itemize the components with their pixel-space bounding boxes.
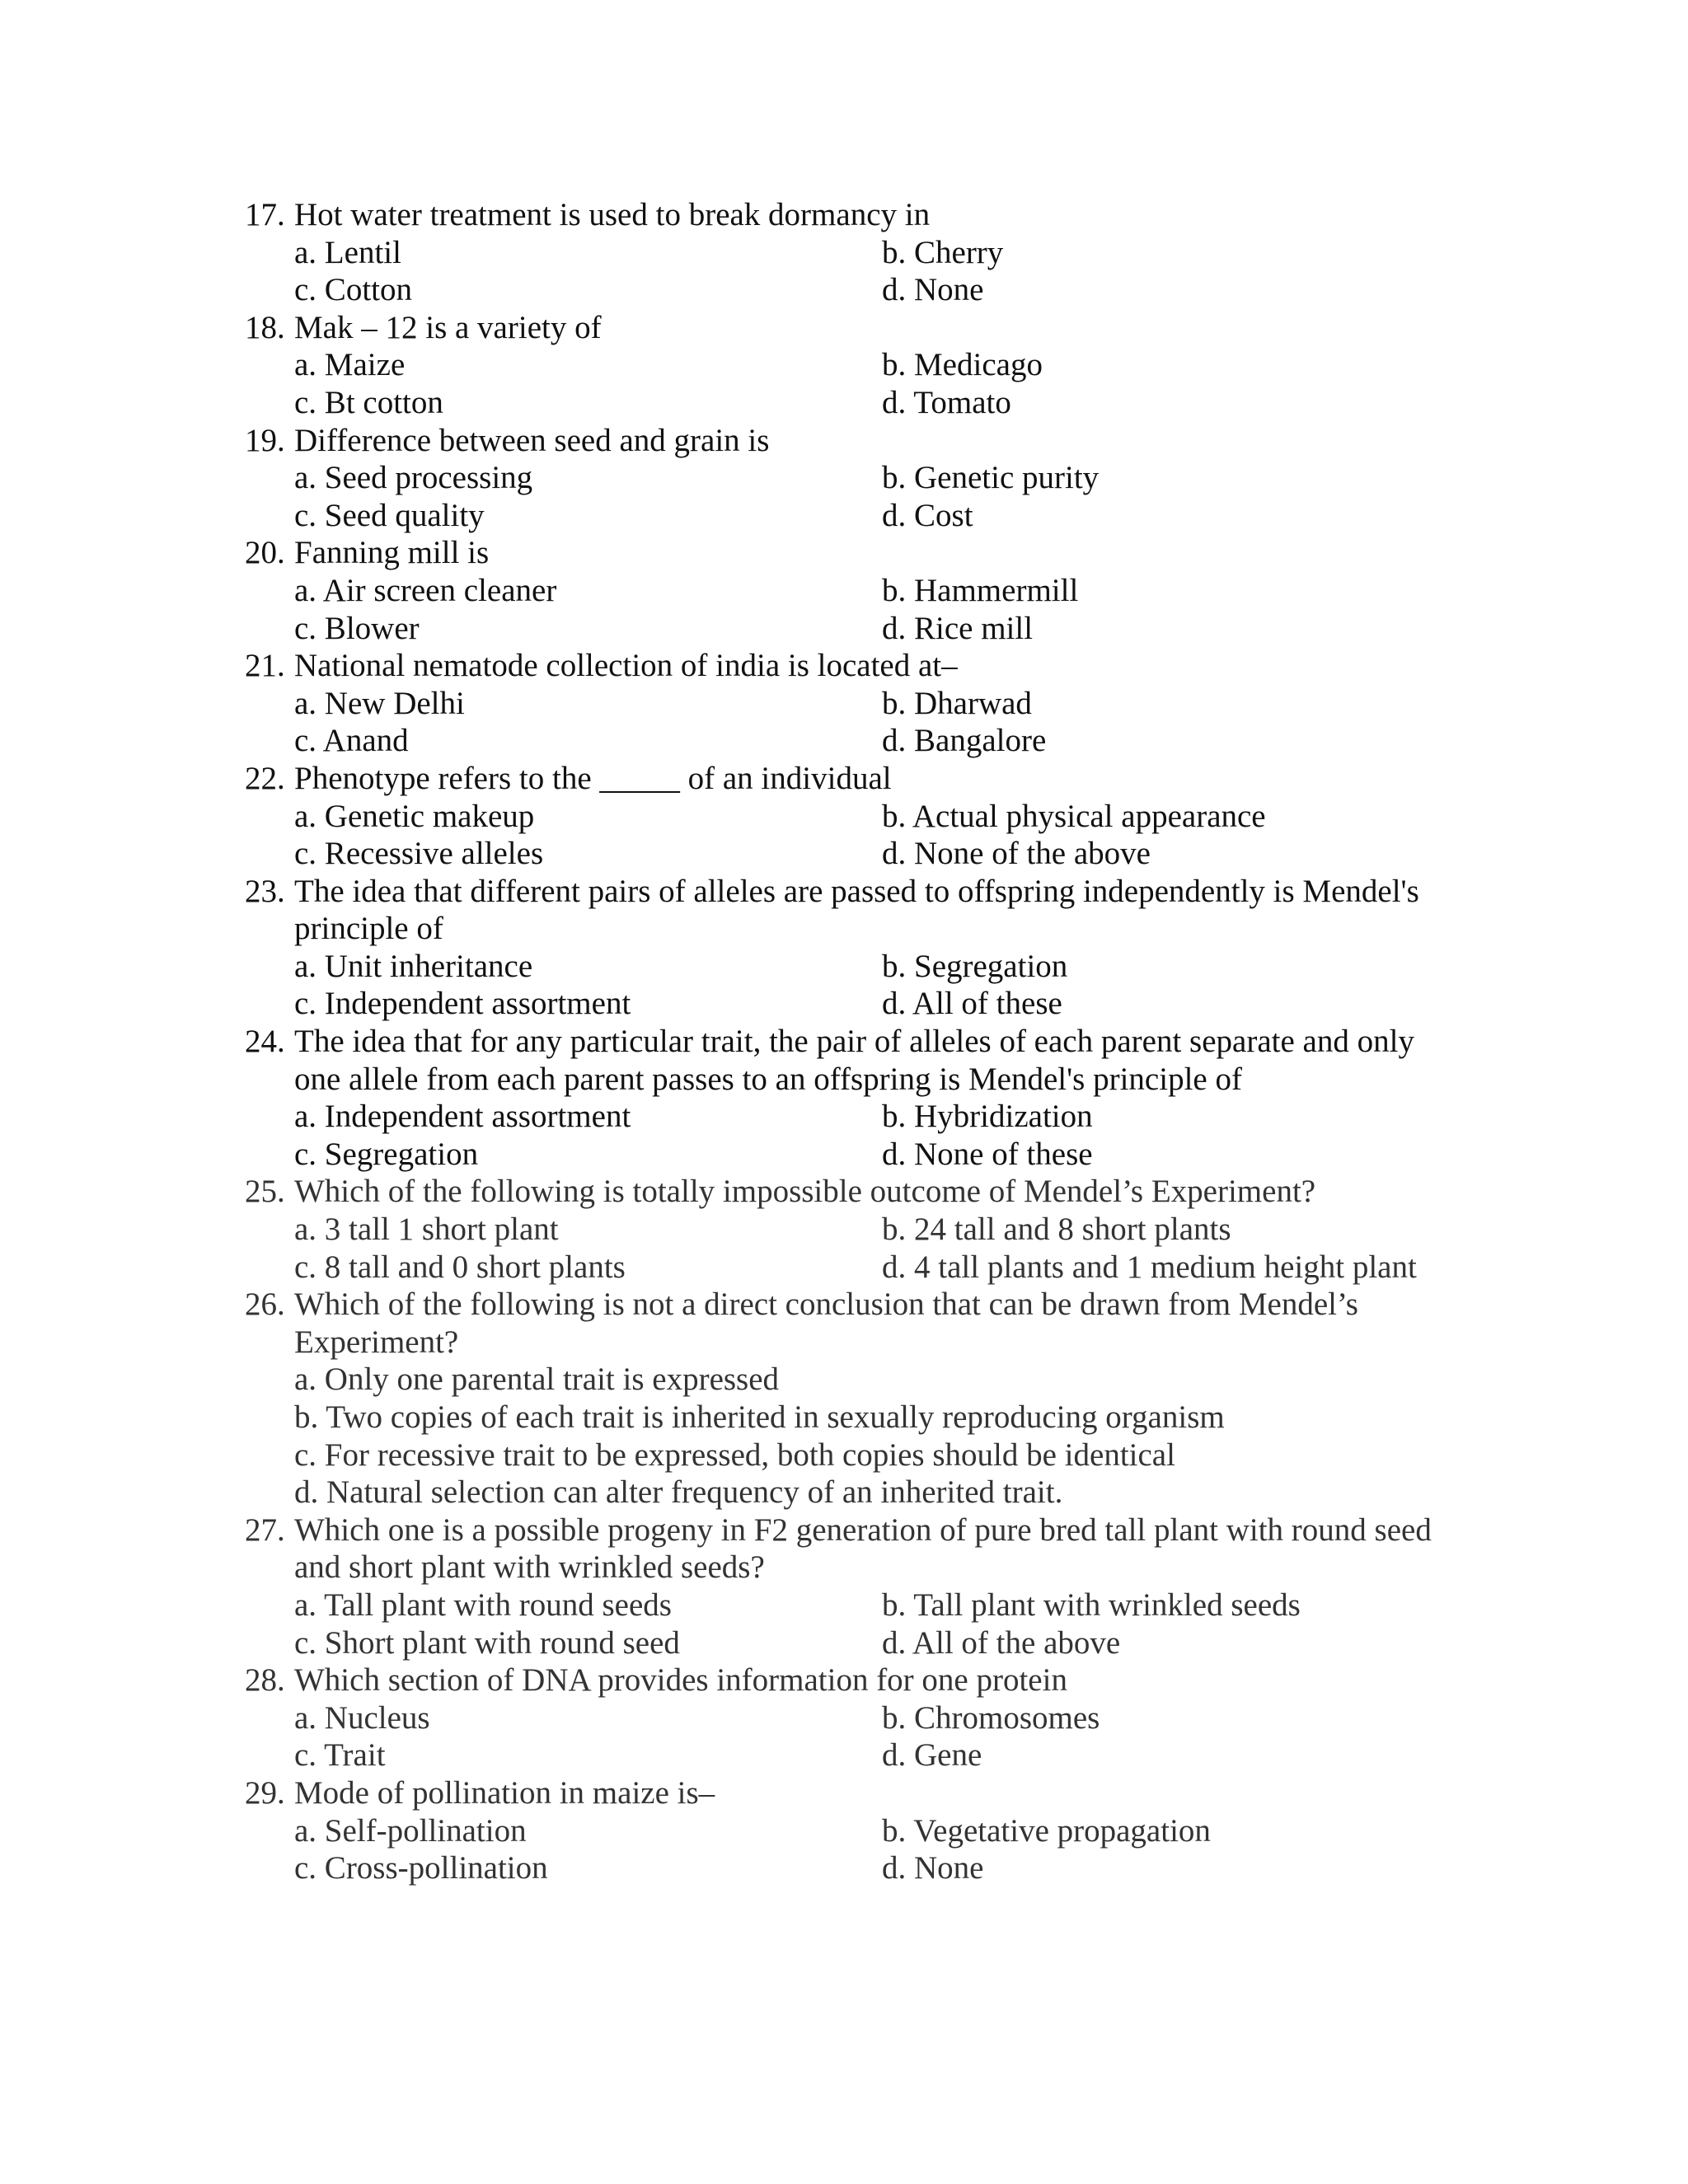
question-text: Mak – 12 is a variety of [294,309,602,345]
option-row [0,798,1688,836]
question-text: one allele from each parent passes to an offspring is Mendel's principle of [294,1061,1242,1097]
question-stem-line [0,1061,1688,1099]
question-18 [0,309,1688,422]
answer-option: b. 24 tall and 8 short plants [882,1212,1231,1248]
question-28 [0,1661,1688,1774]
answer-option: c. Short plant with round seed [294,1624,680,1661]
option-row [0,1849,1688,1887]
answer-option: d. None of the above [882,836,1151,872]
answer-option: a. Self-pollination [294,1812,527,1849]
option-row [0,1098,1688,1136]
question-text: Phenotype refers to the _____ of an individual [294,760,892,796]
answer-option: c. Cotton [294,272,412,308]
question-text: National nematode collection of india is located at– [294,648,958,684]
question-list [0,196,1688,1887]
question-21 [0,647,1688,760]
answer-option: b. Medicago [882,347,1043,383]
option-row [0,1436,1688,1474]
answer-option: c. Blower [294,610,420,646]
answer-option: b. Two copies of each trait is inherited in sexually reproducing organism [294,1399,1225,1435]
question-number: 22. [245,760,285,796]
answer-option: b. Chromosomes [882,1699,1100,1736]
option-row [0,1699,1688,1737]
option-row [0,685,1688,723]
answer-option: b. Hammermill [882,572,1079,608]
option-row [0,1624,1688,1662]
question-number: 19. [245,422,285,458]
answer-option: a. 3 tall 1 short plant [294,1212,559,1248]
question-number: 23. [245,873,285,909]
question-number: 26. [245,1286,285,1323]
answer-option: c. Anand [294,723,409,759]
question-stem-line [0,309,1688,347]
question-17 [0,196,1688,309]
question-stem-line [0,196,1688,234]
option-row [0,1211,1688,1249]
option-row [0,1399,1688,1436]
option-row [0,610,1688,648]
answer-option: b. Hybridization [882,1099,1093,1135]
question-stem-line [0,422,1688,460]
question-27 [0,1511,1688,1661]
question-text: Mode of pollination in maize is– [294,1774,715,1811]
answer-option: d. Cost [882,497,973,533]
question-number: 28. [245,1662,285,1699]
question-stem-line [0,647,1688,685]
answer-option: c. Recessive alleles [294,836,544,872]
answer-option: a. Independent assortment [294,1099,631,1135]
option-row [0,1736,1688,1774]
option-row [0,835,1688,873]
answer-option: d. Natural selection can alter frequency of an inherited trait. [294,1474,1063,1511]
question-stem-line [0,910,1688,948]
question-19 [0,422,1688,535]
answer-option: a. Lentil [294,234,401,270]
question-stem-line [0,873,1688,911]
question-text: Which section of DNA provides information for one protein [294,1662,1067,1699]
question-25 [0,1173,1688,1286]
question-text: Experiment? [294,1324,459,1360]
question-20 [0,534,1688,647]
option-row [0,1474,1688,1511]
question-text: and short plant with wrinkled seeds? [294,1549,765,1586]
answer-option: a. Seed processing [294,460,533,496]
question-text: Hot water treatment is used to break dormancy in [294,197,931,232]
answer-option: c. Segregation [294,1136,479,1172]
question-23 [0,873,1688,1023]
question-text: Which of the following is totally impossible outcome of Mendel’s Experiment? [294,1174,1316,1210]
answer-option: a. Genetic makeup [294,798,535,834]
question-number: 21. [245,648,285,684]
question-stem-line [0,1023,1688,1061]
question-stem-line [0,534,1688,572]
question-text: The idea that different pairs of alleles are passed to offspring independently is Mendel's [294,873,1419,909]
answer-option: b. Segregation [882,948,1068,984]
answer-option: c. Bt cotton [294,384,443,420]
question-stem-line [0,1511,1688,1549]
option-row [0,572,1688,610]
answer-option: d. All of these [882,986,1062,1022]
answer-option: b. Vegetative propagation [882,1812,1211,1849]
answer-option: d. None [882,272,984,308]
question-number: 17. [245,197,285,232]
option-row [0,384,1688,422]
question-number: 20. [245,535,285,571]
answer-option: c. For recessive trait to be expressed, both copies should be identical [294,1436,1175,1473]
option-row [0,1361,1688,1399]
answer-option: a. New Delhi [294,685,465,721]
question-22 [0,760,1688,873]
question-number: 18. [245,309,285,345]
answer-option: a. Only one parental trait is expressed [294,1361,780,1398]
question-text: Which one is a possible progeny in F2 generation of pure bred tall plant with round seed [294,1511,1432,1548]
answer-option: d. Rice mill [882,610,1034,646]
answer-option: d. All of the above [882,1624,1121,1661]
option-row [0,948,1688,986]
question-stem-line [0,1549,1688,1586]
option-row [0,234,1688,272]
answer-option: d. Tomato [882,384,1011,420]
answer-option: d. Gene [882,1737,982,1774]
option-row [0,346,1688,384]
question-24 [0,1023,1688,1173]
option-row [0,985,1688,1023]
answer-option: c. Seed quality [294,497,485,533]
answer-option: c. Independent assortment [294,986,631,1022]
question-text: principle of [294,911,443,947]
answer-option: c. 8 tall and 0 short plants [294,1249,626,1285]
question-29 [0,1774,1688,1887]
question-stem-line [0,1661,1688,1699]
question-stem-line [0,1774,1688,1812]
answer-option: a. Tall plant with round seeds [294,1586,672,1623]
option-row [0,497,1688,535]
option-row [0,271,1688,309]
answer-option: a. Air screen cleaner [294,572,557,608]
answer-option: d. 4 tall plants and 1 medium height plant [882,1249,1417,1285]
answer-option: b. Actual physical appearance [882,798,1266,834]
answer-option: d. None of these [882,1136,1093,1172]
option-row [0,1136,1688,1174]
question-text: Fanning mill is [294,535,490,571]
question-text: Difference between seed and grain is [294,422,770,458]
question-stem-line [0,1286,1688,1324]
answer-option: c. Cross-pollination [294,1850,548,1886]
answer-option: b. Tall plant with wrinkled seeds [882,1586,1301,1623]
question-text: The idea that for any particular trait, the pair of alleles of each parent separate and only [294,1024,1414,1060]
answer-option: b. Genetic purity [882,460,1100,496]
answer-option: b. Dharwad [882,685,1032,721]
question-stem-line [0,760,1688,798]
answer-option: b. Cherry [882,234,1004,270]
answer-option: d. None [882,1850,984,1886]
answer-option: a. Nucleus [294,1699,430,1736]
option-row [0,459,1688,497]
answer-option: c. Trait [294,1737,386,1774]
question-number: 27. [245,1511,285,1548]
question-number: 24. [245,1024,285,1060]
question-number: 25. [245,1174,285,1210]
question-number: 29. [245,1774,285,1811]
option-row [0,1586,1688,1624]
option-row [0,1812,1688,1850]
option-row [0,1249,1688,1286]
question-stem-line [0,1173,1688,1211]
option-row [0,722,1688,760]
question-stem-line [0,1324,1688,1361]
answer-option: a. Maize [294,347,406,383]
answer-option: a. Unit inheritance [294,948,533,984]
answer-option: d. Bangalore [882,723,1047,759]
question-text: Which of the following is not a direct conclusion that can be drawn from Mendel’s [294,1286,1358,1323]
question-26 [0,1286,1688,1511]
